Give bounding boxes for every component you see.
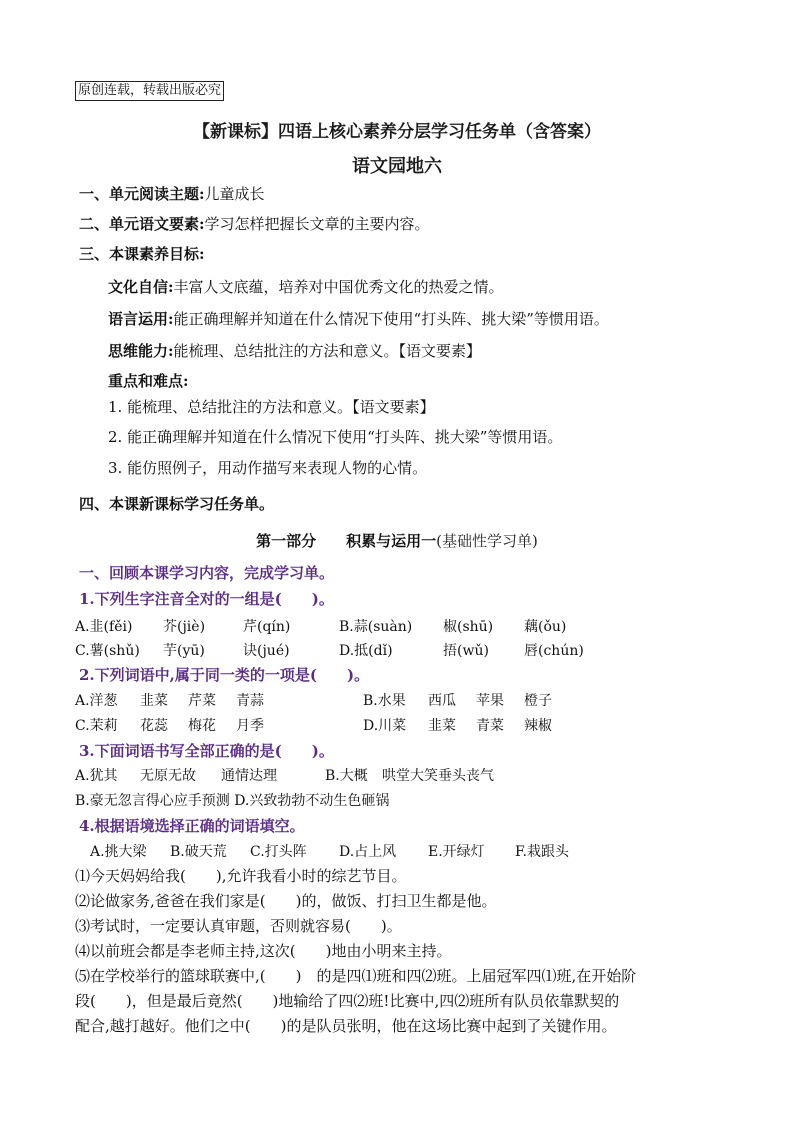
section-tasks-heading: 四、本课新课标学习任务单。 [79,495,275,513]
q4-option: C.打头阵 [250,844,307,860]
goal-label: 语言运用: [108,310,174,328]
page-title: 【新课标】四语上核心素养分层学习任务单（含答案） [193,122,601,142]
q3-word: A.犹其 [75,768,118,784]
keypoint-item: 1. 能梳理、总结批注的方法和意义。【语文要素】 [108,398,435,416]
q4-option: E.开绿灯 [428,844,485,860]
part-heading [0,531,794,551]
goal-text: 能正确理解并知道在什么情况下使用“打头阵、挑大梁”等惯用语。 [173,310,609,328]
q2-word: 芹菜 [188,693,216,709]
q2-word: 苹果 [476,693,504,709]
q2-word: 花蕊 [140,718,168,734]
q1-option-D1: D.抵(dǐ) [339,643,393,659]
goal-label: 文化自信: [108,278,174,296]
q1-option-B2: 椒(shū) [443,619,494,635]
q2-word: 韭菜 [428,718,456,734]
keypoint-item: 3. 能仿照例子，用动作描写来表现人物的心情。 [108,459,428,477]
q1-option-A1: A.韭(fěi) [75,619,133,635]
q4-sentence-4: ⑷以前班会都是李老师主持,这次( )地由小明来主持。 [75,942,452,960]
q1-option-C2: 芋(yū) [163,643,205,659]
section-language-element [79,214,430,234]
q2-word: 韭菜 [140,693,168,709]
q4-sentence-2: ⑵论做家务,爸爸在我们家是( )的，做饭、打扫卫生都是他。 [75,892,497,910]
section-label: 一、单元阅读主题: [79,185,205,203]
keypoints-heading: 重点和难点: [108,372,189,390]
q2-word: 辣椒 [524,718,552,734]
keypoint-item: 2. 能正确理解并知道在什么情况下使用“打头阵、挑大梁”等惯用语。 [108,428,563,446]
section-text: 学习怎样把握长文章的主要内容。 [204,215,430,233]
q2-word: D.川菜 [363,718,407,734]
q4-sentence-3: ⑶考试时，一定要认真审题，否则就容易( )。 [75,917,402,935]
q1-option-A2: 芥(jiè) [163,619,206,635]
q4-sentence-5-line-1: ⑸在学校举行的篮球联赛中,( ) 的是四⑴班和四⑵班。上届冠军四⑴班,在开始阶 [75,967,637,985]
q2-word: 梅花 [188,718,216,734]
section-reading-theme [79,184,265,204]
q3-word: 无原无故 [140,768,196,784]
q4-sentence-1: ⑴今天妈妈给我( ),允许我看小时的综艺节目。 [75,867,407,885]
review-heading: 一、回顾本课学习内容，完成学习单。 [79,564,335,582]
q2-word: 青蒜 [236,693,264,709]
question-4-stem: 4.根据语境选择正确的词语填空。 [79,817,305,835]
copyright-notice: 原创连载，转载出版必究 [75,81,224,101]
q4-sentence-5-line-2: 段( )，但是最后竟然( )地输给了四⑵班!比赛中,四⑵班所有队员依靠默契的 [75,992,620,1010]
q2-word: C.茉莉 [75,718,118,734]
q2-word: 青菜 [476,718,504,734]
part-subtitle: (基础性学习单) [436,532,538,550]
goal-thinking [108,341,481,361]
q2-word: 西瓜 [428,693,456,709]
goal-label: 思维能力: [108,342,174,360]
goal-culture [108,277,504,297]
q1-option-D2: 捂(wǔ) [443,643,489,659]
question-2-stem: 2.下列词语中,属于同一类的一项是( )。 [79,666,370,684]
part-title: 第一部分 积累与运用一 [256,532,437,550]
q1-option-B1: B.蒜(suàn) [339,619,413,635]
q2-word: 月季 [236,718,264,734]
q4-option: A.挑大梁 [90,844,147,860]
q4-option: F.栽跟头 [515,844,569,860]
q1-option-B3: 藕(ǒu) [524,619,567,635]
q3-row2: B.豪无忽言得心应手预测 D.兴致勃勃不动生色砸锅 [75,793,390,809]
q3-word: B.大概 [325,768,368,784]
question-1-stem: 1.下列生字注音全对的一组是( )。 [79,590,334,608]
goal-language [108,309,609,329]
q1-option-C1: C.薯(shǔ) [75,643,140,659]
section-text: 儿童成长 [204,185,265,203]
q1-option-A3: 芹(qín) [243,619,291,635]
q3-word: 哄堂大笑垂头丧气 [382,768,494,784]
q4-option: D.占上风 [339,844,397,860]
goal-text: 丰富人文底蕴，培养对中国优秀文化的热爱之情。 [173,278,504,296]
q2-word: B.水果 [363,693,406,709]
goal-text: 能梳理、总结批注的方法和意义。【语文要素】 [173,342,482,360]
question-3-stem: 3.下面词语书写全部正确的是( )。 [79,742,334,760]
q2-word: A.洋葱 [75,693,118,709]
q1-option-D3: 唇(chún) [524,643,584,659]
section-label: 二、单元语文要素: [79,215,205,233]
q2-word: 橙子 [524,693,552,709]
section-goals-heading: 三、本课素养目标: [79,245,205,263]
q1-option-C3: 诀(jué) [243,643,290,659]
q3-word: 通情达理 [221,768,277,784]
q4-sentence-5-line-3: 配合,越打越好。他们之中( )的是队员张明，他在这场比赛中起到了关键作用。 [75,1017,617,1035]
q4-option: B.破天荒 [170,844,227,860]
lesson-title: 语文园地六 [352,156,442,177]
